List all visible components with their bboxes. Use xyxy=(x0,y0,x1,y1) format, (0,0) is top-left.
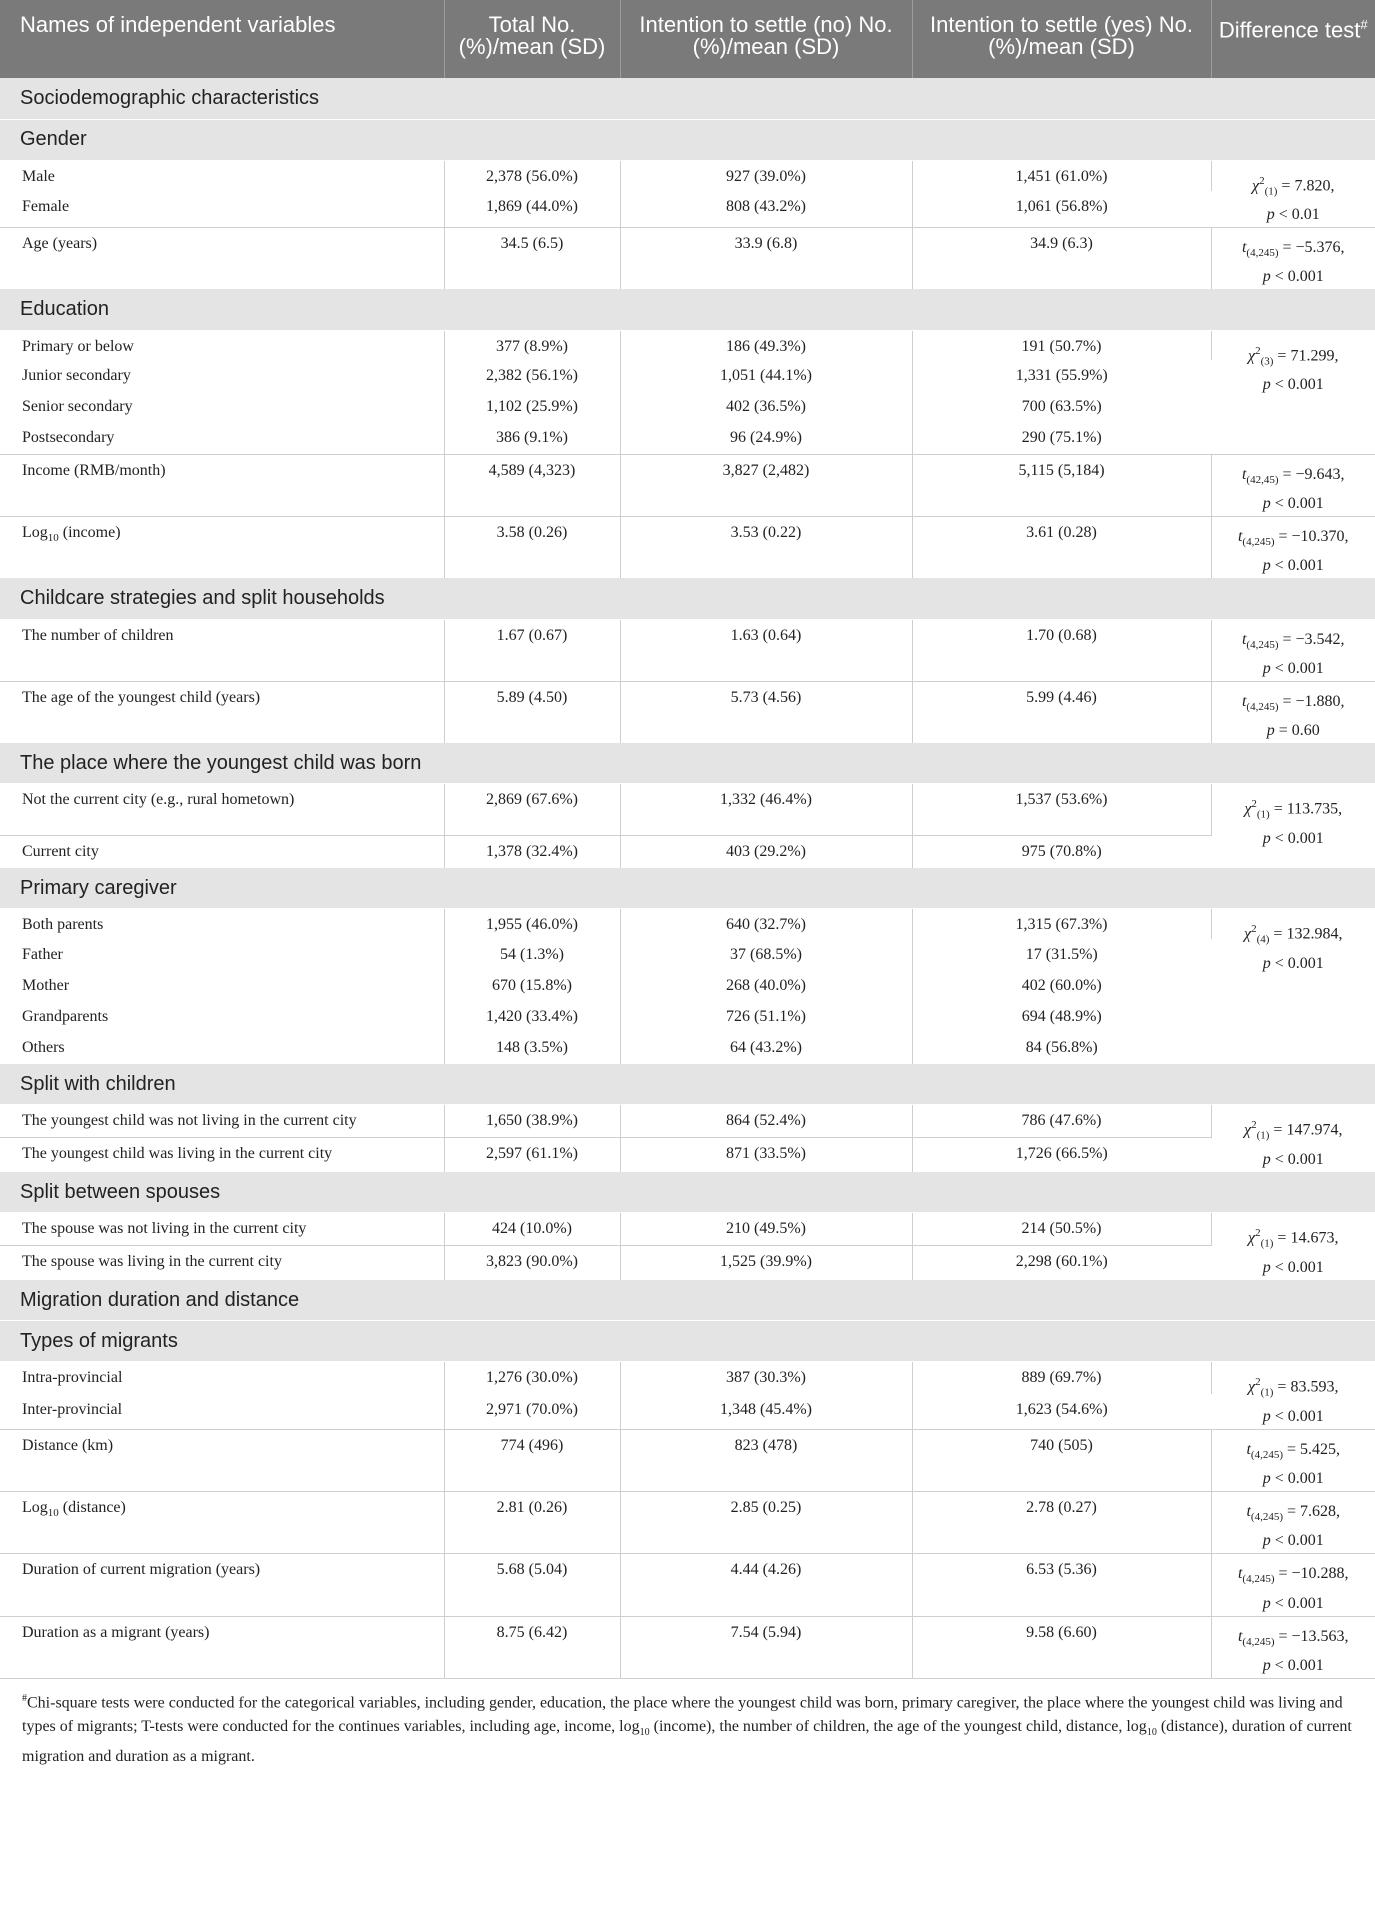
cell-no: 1,051 (44.1%) xyxy=(620,360,912,391)
table-footnote: #Chi-square tests were conducted for the categorical variables, including gender, education, the place where the youngest child was born, primary caregiver, the place where the youngest child was living and types of migrants; T-tests were conducted for the continues variables, including age, income, $\log_{10}$ (income), the number of children, the age of the youngest child, distance, $\log_{10}$ (distance), duration of current migration and duration as a migrant. xyxy=(0,1678,1375,1770)
section-row xyxy=(0,78,1375,119)
table-row xyxy=(0,516,1375,578)
cell-total: 1,955 (46.0%) xyxy=(444,909,620,939)
row-label: Intra-provincial xyxy=(0,1362,444,1394)
row-label: Inter-provincial xyxy=(0,1394,444,1429)
cell-total: 3.58 (0.26) xyxy=(444,516,620,578)
table-row xyxy=(0,1430,1375,1492)
section-row xyxy=(0,743,1375,784)
cell-no: 403 (29.2%) xyxy=(620,836,912,868)
header-total xyxy=(444,0,620,78)
section-row xyxy=(0,289,1375,330)
table-row xyxy=(0,1362,1375,1394)
difference-test-cell: $t_{(4,245)} = -1.880$, p = 0.60 xyxy=(1211,681,1375,743)
cell-yes: 1,451 (61.0%) xyxy=(912,160,1211,191)
table-row xyxy=(0,1554,1375,1616)
row-label: The spouse was not living in the current city xyxy=(0,1213,444,1245)
section-row xyxy=(0,578,1375,619)
cell-yes: 1,315 (67.3%) xyxy=(912,909,1211,939)
cell-total: 2,869 (67.6%) xyxy=(444,784,620,836)
row-label: Both parents xyxy=(0,909,444,939)
table-row xyxy=(0,1105,1375,1137)
cell-no: 4.44 (4.26) xyxy=(620,1554,912,1616)
table-row xyxy=(0,1001,1375,1032)
cell-total: 5.89 (4.50) xyxy=(444,681,620,743)
footnote-marker: # xyxy=(22,1692,27,1704)
cell-no: 726 (51.1%) xyxy=(620,1001,912,1032)
table-row xyxy=(0,784,1375,836)
cell-total: 8.75 (6.42) xyxy=(444,1616,620,1678)
table-row xyxy=(0,1245,1375,1280)
cell-yes: 2,298 (60.1%) xyxy=(912,1245,1211,1280)
header-row xyxy=(0,0,1375,78)
cell-no: 387 (30.3%) xyxy=(620,1362,912,1394)
cell-yes: 17 (31.5%) xyxy=(1025,945,1098,963)
cell-total: 774 (496) xyxy=(444,1430,620,1492)
footnote-marker: # xyxy=(1360,17,1368,32)
row-label: Log$_{10}$ (distance) xyxy=(0,1492,444,1554)
cell-yes: 84 (56.8%) xyxy=(1025,1038,1098,1056)
cell-yes: 975 (70.8%) xyxy=(912,836,1211,868)
row-label: The youngest child was living in the current city xyxy=(0,1137,444,1172)
row-label: The number of children xyxy=(0,619,444,681)
cell-yes: 5.99 (4.46) xyxy=(912,681,1211,743)
cell-no: 1,525 (39.9%) xyxy=(620,1245,912,1280)
row-label: Log$_{10}$ (income) xyxy=(0,516,444,578)
table-row xyxy=(0,454,1375,516)
cell-no: 2.85 (0.25) xyxy=(620,1492,912,1554)
cell-yes: 402 (60.0%) xyxy=(1021,976,1102,994)
cell-total: 54 (1.3%) xyxy=(444,939,620,970)
difference-test-cell: $t_{(4,245)} = -13.563$, p < 0.001 xyxy=(1211,1616,1375,1678)
header-settle-yes xyxy=(912,0,1211,78)
cell-yes: 889 (69.7%) xyxy=(912,1362,1211,1394)
cell-yes: 290 (75.1%) xyxy=(1021,429,1102,447)
cell-total: 2,597 (61.1%) xyxy=(444,1137,620,1172)
header-label: Intention to settle (yes) No. (%)/mean (SD) xyxy=(930,12,1193,59)
row-label: The youngest child was not living in the current city xyxy=(0,1105,444,1137)
cell-total: 1,420 (33.4%) xyxy=(444,1001,620,1032)
section-title: Childcare strategies and split households xyxy=(0,578,1375,619)
section-row xyxy=(0,1064,1375,1105)
cell-no: 186 (49.3%) xyxy=(620,330,912,360)
cell-total: 2,971 (70.0%) xyxy=(444,1394,620,1429)
cell-total: 1,650 (38.9%) xyxy=(444,1105,620,1137)
section-row xyxy=(0,1321,1375,1362)
row-label: Not the current city (e.g., rural hometown) xyxy=(0,784,444,836)
difference-test-cell: $\chi^2_{(1)} = 147.974$, p < 0.001 xyxy=(1244,1119,1343,1168)
table-row xyxy=(0,191,1375,227)
row-label: The spouse was living in the current city xyxy=(0,1245,444,1280)
row-label: Current city xyxy=(0,836,444,868)
difference-test-cell: $\chi^2_{(1)} = 83.593$, p < 0.001 xyxy=(1248,1376,1339,1425)
cell-no: 864 (52.4%) xyxy=(620,1105,912,1137)
cell-no: 268 (40.0%) xyxy=(620,970,912,1001)
cell-total: 377 (8.9%) xyxy=(444,330,620,360)
cell-no: 871 (33.5%) xyxy=(620,1137,912,1172)
header-label: Difference test xyxy=(1218,17,1361,43)
section-title: The place where the youngest child was born xyxy=(0,743,1375,784)
table-row xyxy=(0,160,1375,191)
cell-no: 402 (36.5%) xyxy=(620,391,912,422)
row-label: Income (RMB/month) xyxy=(0,454,444,516)
section-title: Education xyxy=(0,289,1375,330)
cell-yes: 1.70 (0.68) xyxy=(912,619,1211,681)
cell-yes: 6.53 (5.36) xyxy=(912,1554,1211,1616)
section-row xyxy=(0,1172,1375,1213)
cell-total: 148 (3.5%) xyxy=(444,1032,620,1064)
table-row xyxy=(0,1032,1375,1064)
header-label: Total No. (%)/mean (SD) xyxy=(458,12,606,59)
header-label: Names of independent variables xyxy=(20,12,336,37)
cell-yes: 786 (47.6%) xyxy=(912,1105,1211,1137)
difference-test-cell: $t_{(4,245)} = 7.628$, p < 0.001 xyxy=(1211,1492,1375,1554)
table-row xyxy=(0,939,1375,970)
cell-no: 96 (24.9%) xyxy=(620,422,912,454)
table-row xyxy=(0,360,1375,391)
row-label: Grandparents xyxy=(0,1001,444,1032)
cell-yes: 1,061 (56.8%) xyxy=(1015,198,1108,216)
cell-total: 2,382 (56.1%) xyxy=(444,360,620,391)
table-row xyxy=(0,1616,1375,1678)
cell-total: 5.68 (5.04) xyxy=(444,1554,620,1616)
cell-no: 33.9 (6.8) xyxy=(620,228,912,290)
cell-yes: 9.58 (6.60) xyxy=(912,1616,1211,1678)
cell-no: 640 (32.7%) xyxy=(620,909,912,939)
row-label: Distance (km) xyxy=(0,1430,444,1492)
difference-test-cell: $t_{(4,245)} = -10.288$, p < 0.001 xyxy=(1211,1554,1375,1616)
cell-yes: 3.61 (0.28) xyxy=(912,516,1211,578)
table-row xyxy=(0,1213,1375,1245)
cell-no: 37 (68.5%) xyxy=(620,939,912,970)
cell-no: 808 (43.2%) xyxy=(620,191,912,227)
cell-total: 670 (15.8%) xyxy=(444,970,620,1001)
row-label: The age of the youngest child (years) xyxy=(0,681,444,743)
cell-total: 1,102 (25.9%) xyxy=(444,391,620,422)
cell-no: 5.73 (4.56) xyxy=(620,681,912,743)
section-row xyxy=(0,1280,1375,1321)
table-row xyxy=(0,836,1375,868)
cell-yes: 1,623 (54.6%) xyxy=(1015,1401,1108,1419)
table-row xyxy=(0,970,1375,1001)
difference-test-cell: $t_{(4,245)} = 5.425$, p < 0.001 xyxy=(1211,1430,1375,1492)
section-title: Sociodemographic characteristics xyxy=(0,78,1375,119)
difference-test-cell: $t_{(42,45)} = -9.643$, p < 0.001 xyxy=(1211,454,1375,516)
cell-yes: 1,537 (53.6%) xyxy=(912,784,1211,836)
table-row xyxy=(0,422,1375,454)
cell-yes: 694 (48.9%) xyxy=(1021,1007,1102,1025)
row-label: Male xyxy=(0,160,444,191)
difference-test-cell: $\chi^2_{(4)} = 132.984$, p < 0.001 xyxy=(1244,923,1343,972)
section-title: Gender xyxy=(0,119,1375,160)
table-row xyxy=(0,1137,1375,1172)
cell-no: 3,827 (2,482) xyxy=(620,454,912,516)
cell-yes: 214 (50.5%) xyxy=(912,1213,1211,1245)
difference-test-cell: $\chi^2_{(3)} = 71.299$, p < 0.001 xyxy=(1248,344,1339,394)
row-label: Female xyxy=(0,191,444,227)
cell-yes: 34.9 (6.3) xyxy=(912,228,1211,290)
row-label: Father xyxy=(0,939,444,970)
cell-total: 1.67 (0.67) xyxy=(444,619,620,681)
cell-no: 1,348 (45.4%) xyxy=(620,1394,912,1429)
table-row xyxy=(0,909,1375,939)
table-row xyxy=(0,681,1375,743)
table-row xyxy=(0,1394,1375,1429)
header-variable-names xyxy=(0,0,444,78)
cell-total: 1,378 (32.4%) xyxy=(444,836,620,868)
row-label: Duration of current migration (years) xyxy=(0,1554,444,1616)
section-title: Types of migrants xyxy=(0,1321,1375,1362)
section-title: Migration duration and distance xyxy=(0,1280,1375,1321)
section-title: Primary caregiver xyxy=(0,868,1375,909)
cell-total: 2,378 (56.0%) xyxy=(444,160,620,191)
row-label: Senior secondary xyxy=(0,391,444,422)
cell-no: 7.54 (5.94) xyxy=(620,1616,912,1678)
header-settle-no xyxy=(620,0,912,78)
table-row xyxy=(0,330,1375,360)
cell-no: 3.53 (0.22) xyxy=(620,516,912,578)
difference-test-cell: $\chi^2_{(1)} = 7.820$, p < 0.01 xyxy=(1252,174,1335,224)
difference-test-cell: $\chi^2_{(1)} = 14.673$, p < 0.001 xyxy=(1248,1227,1339,1276)
cell-no: 927 (39.0%) xyxy=(620,160,912,191)
row-label: Age (years) xyxy=(0,228,444,290)
cell-yes: 700 (63.5%) xyxy=(1021,398,1102,416)
cell-no: 1.63 (0.64) xyxy=(620,619,912,681)
cell-total: 3,823 (90.0%) xyxy=(444,1245,620,1280)
cell-total: 34.5 (6.5) xyxy=(444,228,620,290)
difference-test-cell: $t_{(4,245)} = -10.370$, p < 0.001 xyxy=(1211,516,1375,578)
difference-test-cell: $t_{(4,245)} = -3.542$, p < 0.001 xyxy=(1241,630,1345,677)
cell-yes: 191 (50.7%) xyxy=(912,330,1211,360)
cell-total: 1,276 (30.0%) xyxy=(444,1362,620,1394)
table-row xyxy=(0,391,1375,422)
cell-total: 386 (9.1%) xyxy=(444,422,620,454)
cell-total: 2.81 (0.26) xyxy=(444,1492,620,1554)
table-row xyxy=(0,228,1375,290)
row-label: Others xyxy=(0,1032,444,1064)
cell-yes: 1,331 (55.9%) xyxy=(1015,367,1108,385)
cell-total: 1,869 (44.0%) xyxy=(444,191,620,227)
row-label: Primary or below xyxy=(0,330,444,360)
section-title: Split with children xyxy=(0,1064,1375,1105)
row-label: Junior secondary xyxy=(0,360,444,391)
table-row xyxy=(0,1492,1375,1554)
cell-no: 823 (478) xyxy=(620,1430,912,1492)
table-row xyxy=(0,619,1375,681)
section-row xyxy=(0,119,1375,160)
row-label: Postsecondary xyxy=(0,422,444,454)
difference-test-cell: $t_{(4,245)} = -5.376$, p < 0.001 xyxy=(1211,228,1375,290)
cell-total: 4,589 (4,323) xyxy=(444,454,620,516)
cell-no: 64 (43.2%) xyxy=(620,1032,912,1064)
cell-yes: 740 (505) xyxy=(912,1430,1211,1492)
cell-no: 210 (49.5%) xyxy=(620,1213,912,1245)
row-label: Mother xyxy=(0,970,444,1001)
cell-total: 424 (10.0%) xyxy=(444,1213,620,1245)
section-title: Split between spouses xyxy=(0,1172,1375,1213)
cell-yes: 1,726 (66.5%) xyxy=(912,1137,1211,1172)
cell-no: 1,332 (46.4%) xyxy=(620,784,912,836)
cell-yes: 5,115 (5,184) xyxy=(912,454,1211,516)
cell-yes: 2.78 (0.27) xyxy=(912,1492,1211,1554)
header-difference-test xyxy=(1211,0,1375,78)
row-label: Duration as a migrant (years) xyxy=(0,1616,444,1678)
header-label: Intention to settle (no) No. (%)/mean (SD) xyxy=(639,12,893,59)
section-row xyxy=(0,868,1375,909)
difference-test-cell: $\chi^2_{(1)} = 113.735$, p < 0.001 xyxy=(1244,798,1343,847)
